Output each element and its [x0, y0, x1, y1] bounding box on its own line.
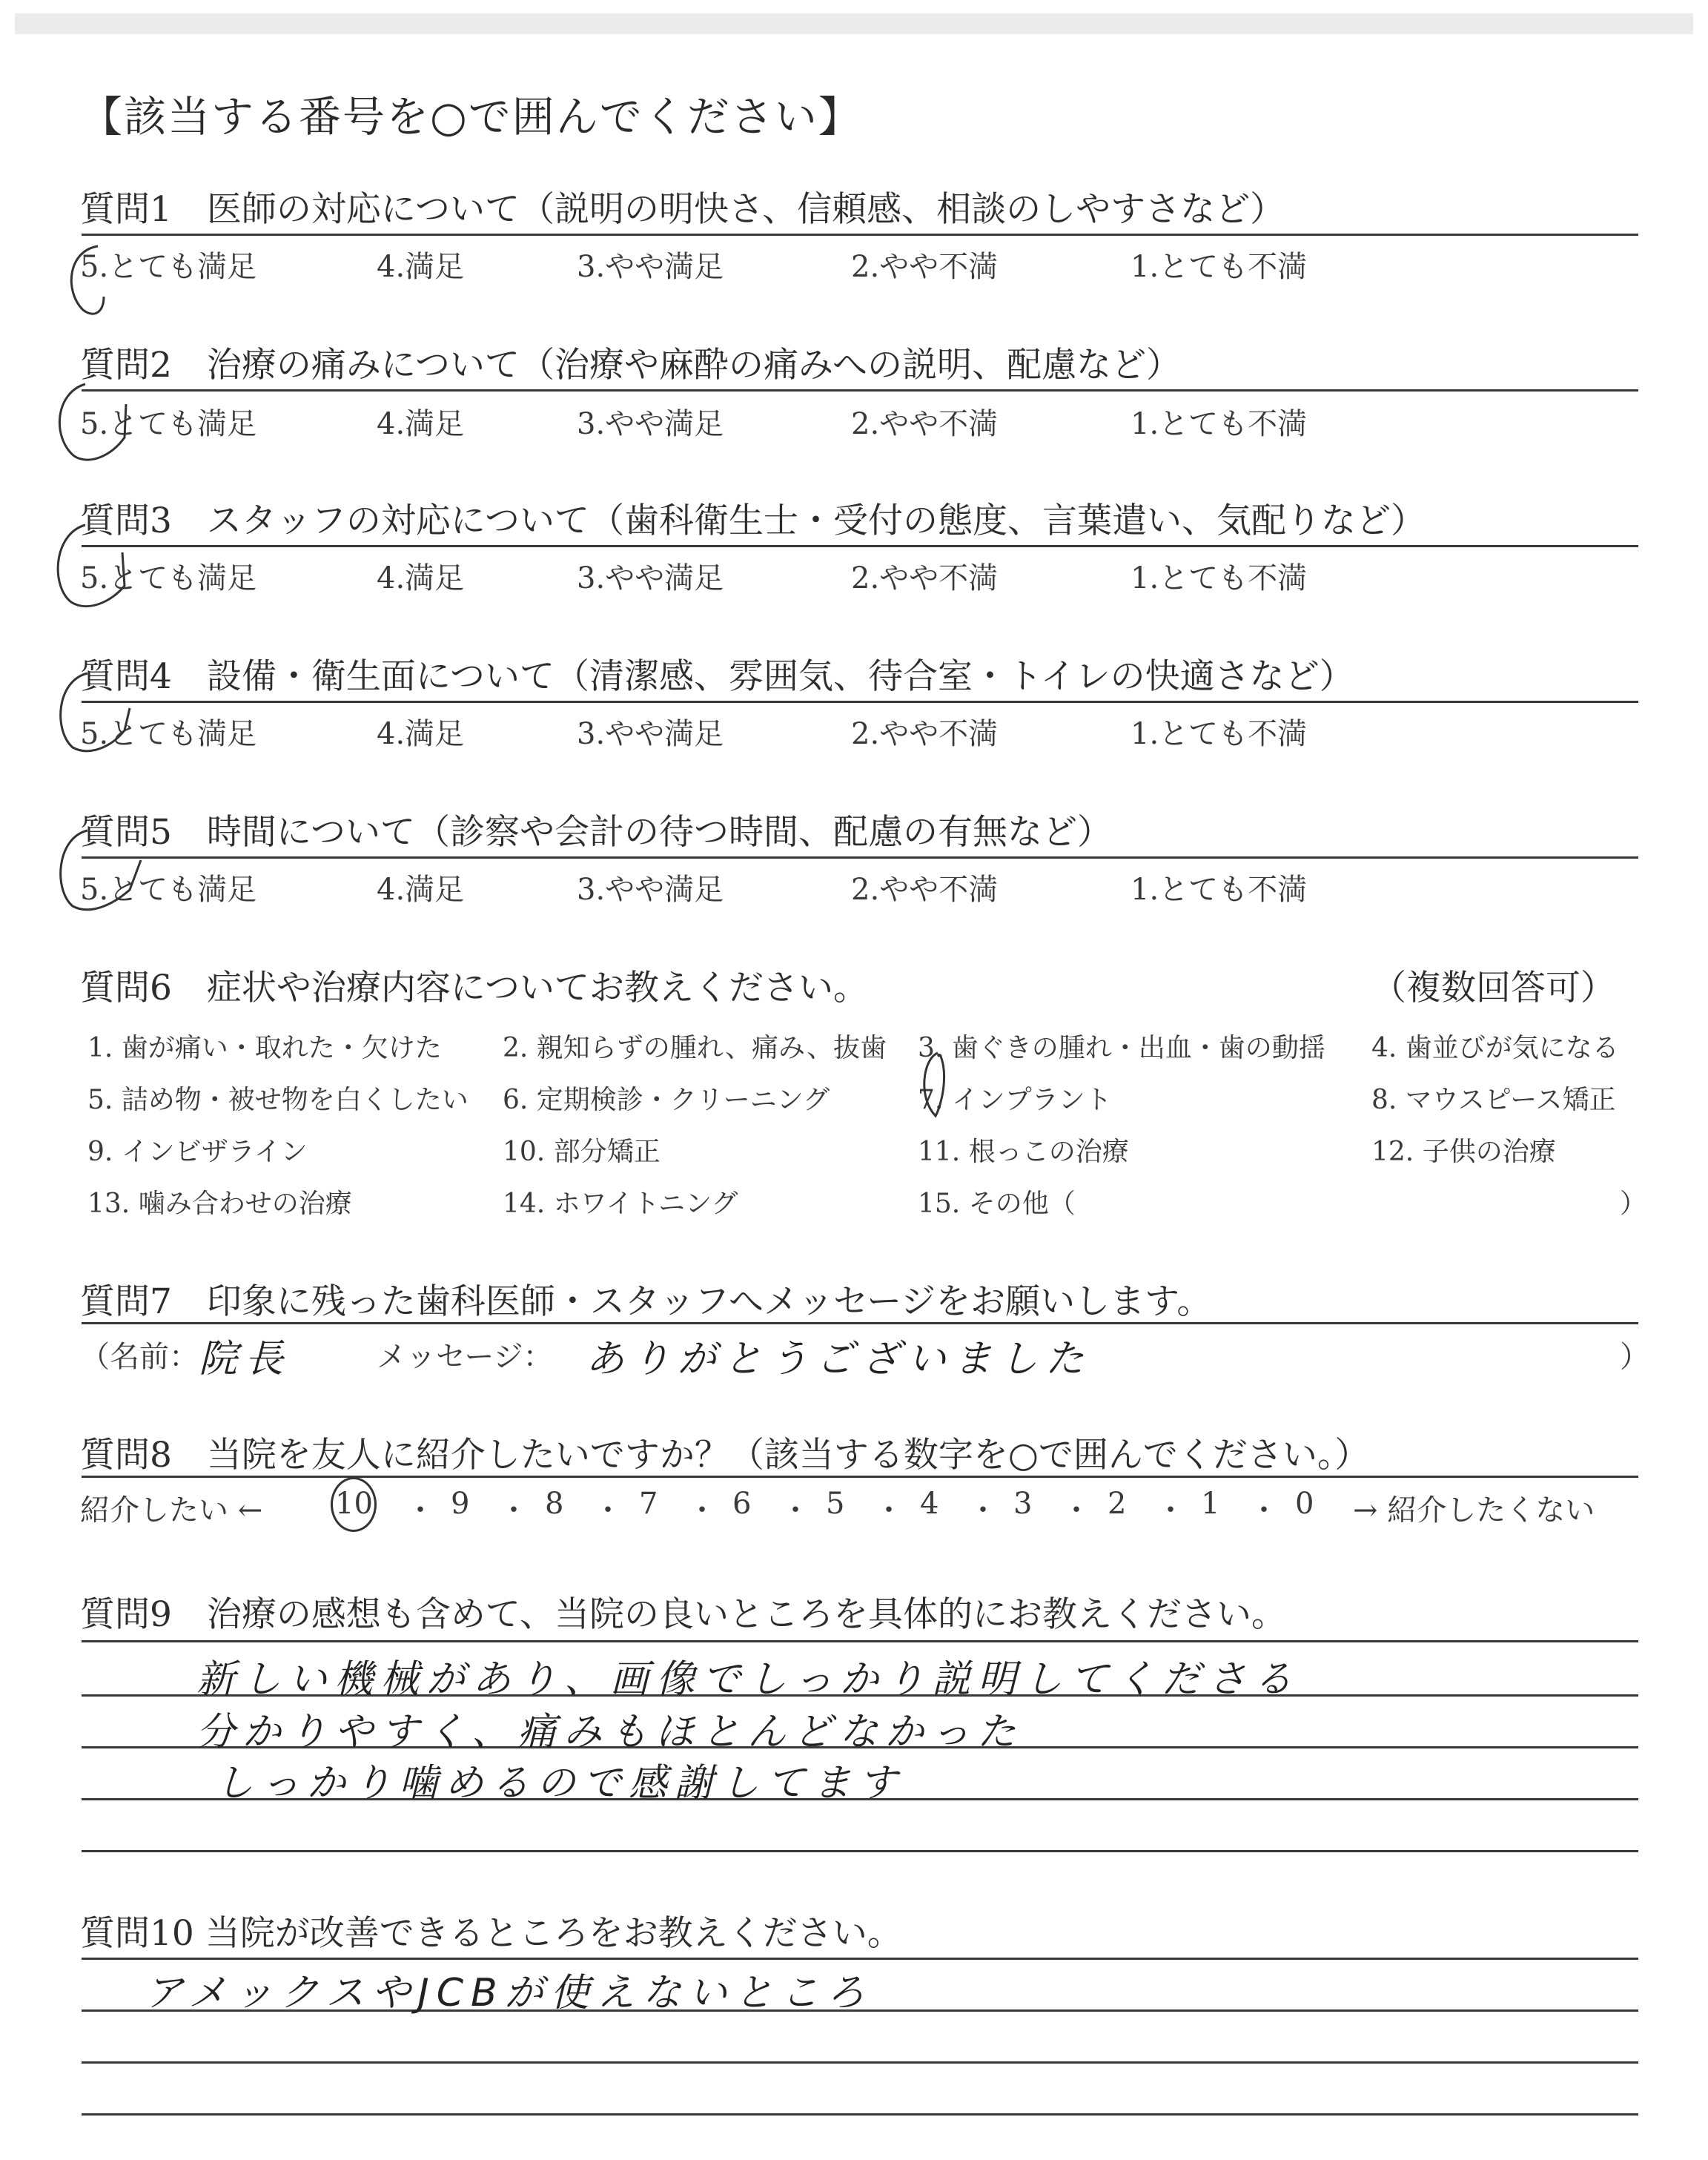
q6-item-1[interactable]: 1. 歯が痛い・取れた・欠けた: [87, 1033, 442, 1063]
q8-dot: ・: [1062, 1493, 1091, 1527]
q3-option-2[interactable]: 2.やや不満: [851, 561, 999, 595]
q8-score-4[interactable]: 4: [920, 1487, 939, 1521]
q8-dot: ・: [874, 1493, 904, 1527]
q5-option-3[interactable]: 3.やや満足: [577, 873, 724, 907]
q4-selected-circle-mark: [61, 673, 130, 751]
question-7-title: 質問7 印象に残った歯科医師・スタッフへメッセージをお願いします。: [80, 1281, 1212, 1322]
q5-option-2[interactable]: 2.やや不満: [851, 873, 999, 907]
q9-answer-line-3[interactable]: しっかり噛めるので感謝してます: [215, 1761, 905, 1806]
question-3-title: 質問3 スタッフの対応について（歯科衛生士・受付の態度、言葉遣い、気配りなど）: [80, 501, 1426, 541]
q8-dot: ・: [593, 1493, 623, 1527]
q8-score-1[interactable]: 1: [1201, 1487, 1220, 1521]
q2-option-3[interactable]: 3.やや満足: [577, 407, 724, 441]
form-instructions: 【該当する番号を○で囲んでください】: [80, 93, 862, 142]
q3-option-5[interactable]: 5.とても満足: [80, 561, 257, 595]
q8-dot: ・: [968, 1493, 998, 1527]
q6-item-3[interactable]: 3. 歯ぐきの腫れ・出血・歯の動揺: [918, 1033, 1325, 1063]
q9-answer-line-2[interactable]: 分かりやすく、痛みもほとんどなかった: [196, 1710, 1023, 1754]
q5-option-5[interactable]: 5.とても満足: [80, 873, 257, 907]
q8-score-10[interactable]: 10: [335, 1487, 373, 1521]
question-2-title: 質問2 治療の痛みについて（治療や麻酔の痛みへの説明、配慮など）: [80, 345, 1182, 386]
q6-item-6[interactable]: 6. 定期検診・クリーニング: [503, 1085, 830, 1115]
q5-selected-circle-mark: [61, 830, 141, 910]
q2-option-4[interactable]: 4.満足: [377, 407, 465, 441]
q6-item-10[interactable]: 10. 部分矯正: [503, 1137, 661, 1167]
q10-answer-line-1[interactable]: アメックスやJCBが使えないところ: [145, 1971, 873, 2015]
q6-item-11[interactable]: 11. 根っこの治療: [918, 1137, 1129, 1167]
q8-score-0[interactable]: 0: [1295, 1487, 1314, 1521]
q6-item-4[interactable]: 4. 歯並びが気になる: [1371, 1033, 1619, 1063]
q5-option-4[interactable]: 4.満足: [377, 873, 465, 907]
q2-option-5[interactable]: 5.とても満足: [80, 407, 257, 441]
q4-option-5[interactable]: 5.とても満足: [80, 717, 257, 751]
q8-right-label: → 紹介したくない: [1353, 1493, 1595, 1527]
q8-score-3[interactable]: 3: [1013, 1487, 1033, 1521]
q1-option-2[interactable]: 2.やや不満: [851, 250, 999, 284]
q3-selected-circle-mark: [58, 525, 125, 607]
q2-selected-circle-mark: [59, 384, 126, 460]
q5-option-1[interactable]: 1.とても不満: [1131, 873, 1308, 907]
q2-option-2[interactable]: 2.やや不満: [851, 407, 999, 441]
q1-option-4[interactable]: 4.満足: [377, 250, 465, 284]
q6-item-7[interactable]: 7. インプラント: [918, 1085, 1112, 1115]
q6-item-9[interactable]: 9. インビザライン: [87, 1137, 308, 1167]
question-1-title: 質問1 医師の対応について（説明の明快さ、信頼感、相談のしやすさなど）: [80, 189, 1285, 230]
q8-dot: ・: [1249, 1493, 1279, 1527]
q4-option-1[interactable]: 1.とても不満: [1131, 717, 1308, 751]
q3-option-1[interactable]: 1.とても不満: [1131, 561, 1308, 595]
q7-name-handwritten[interactable]: 院長: [199, 1337, 291, 1381]
q6-item-2[interactable]: 2. 親知らずの腫れ、痛み、抜歯: [503, 1033, 887, 1063]
q4-option-4[interactable]: 4.満足: [377, 717, 465, 751]
q6-item-15[interactable]: 15. その他（: [918, 1189, 1076, 1219]
q2-option-1[interactable]: 1.とても不満: [1131, 407, 1308, 441]
q4-option-2[interactable]: 2.やや不満: [851, 717, 999, 751]
q1-option-1[interactable]: 1.とても不満: [1131, 250, 1308, 284]
q8-left-label: 紹介したい ←: [80, 1493, 263, 1527]
q8-dot: ・: [781, 1493, 810, 1527]
q8-dot: ・: [1156, 1493, 1185, 1527]
q1-selected-circle-mark: [71, 246, 104, 314]
q8-score-5[interactable]: 5: [826, 1487, 845, 1521]
q6-item-12[interactable]: 12. 子供の治療: [1371, 1137, 1556, 1167]
q8-dot: ・: [406, 1493, 435, 1527]
q1-option-3[interactable]: 3.やや満足: [577, 250, 724, 284]
question-6-title: 質問6 症状や治療内容についてお教えください。: [80, 968, 868, 1008]
q9-answer-line-1[interactable]: 新しい機械があり、画像でしっかり説明してくださる: [196, 1657, 1300, 1702]
q4-option-3[interactable]: 3.やや満足: [577, 717, 724, 751]
q6-item-5[interactable]: 5. 詰め物・被せ物を白くしたい: [87, 1085, 469, 1115]
q8-score-8[interactable]: 8: [545, 1487, 564, 1521]
q6-other-close-paren: ）: [1620, 1189, 1647, 1219]
q7-message-label: メッセージ：: [377, 1340, 553, 1374]
q8-score-6[interactable]: 6: [732, 1487, 752, 1521]
q3-option-3[interactable]: 3.やや満足: [577, 561, 724, 595]
question-4-title: 質問4 設備・衛生面について（清潔感、雰囲気、待合室・トイレの快適さなど）: [80, 656, 1354, 697]
q1-option-5[interactable]: 5.とても満足: [80, 250, 257, 284]
question-8-title: 質問8 当院を友人に紹介したいですか？（該当する数字を○で囲んでください。）: [80, 1435, 1370, 1476]
question-5-title: 質問5 時間について（診察や会計の待つ時間、配慮の有無など）: [80, 812, 1112, 853]
q6-item-14[interactable]: 14. ホワイトニング: [503, 1189, 738, 1219]
q3-option-4[interactable]: 4.満足: [377, 561, 465, 595]
question-9-title: 質問9 治療の感想も含めて、当院の良いところを具体的にお教えください。: [80, 1594, 1286, 1635]
q7-name-label: （名前：: [80, 1340, 199, 1374]
q7-message-handwritten[interactable]: ありがとうございました: [586, 1337, 1092, 1381]
multiple-answers-note: （複数回答可）: [1371, 968, 1615, 1008]
q7-close-paren: ）: [1620, 1340, 1649, 1374]
q8-score-7[interactable]: 7: [639, 1487, 658, 1521]
question-10-title: 質問10 当院が改善できるところをお教えください。: [80, 1913, 902, 1954]
q8-dot: ・: [499, 1493, 529, 1527]
q8-score-9[interactable]: 9: [451, 1487, 470, 1521]
q8-dot: ・: [687, 1493, 717, 1527]
q6-item-8[interactable]: 8. マウスピース矯正: [1371, 1085, 1616, 1115]
q6-item-7-check-mark: [924, 1053, 944, 1116]
q8-score-2[interactable]: 2: [1108, 1487, 1127, 1521]
q6-item-13[interactable]: 13. 噛み合わせの治療: [87, 1189, 352, 1219]
